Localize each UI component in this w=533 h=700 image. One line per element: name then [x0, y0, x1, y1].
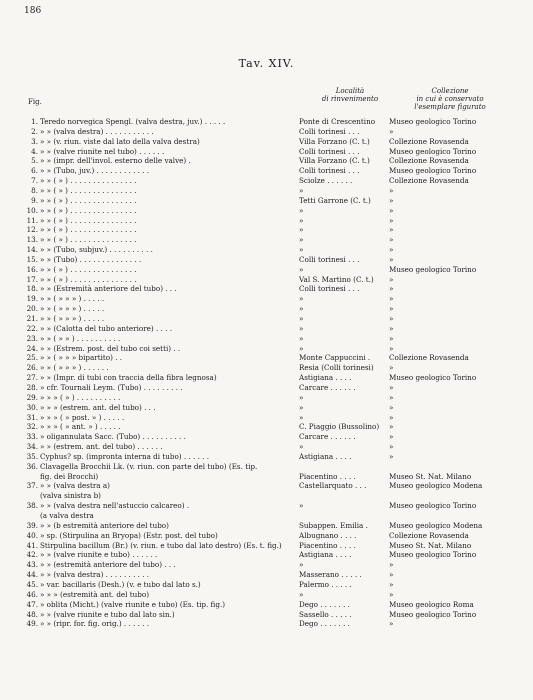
collection: » — [389, 392, 394, 402]
fig-number: 27. — [26, 373, 38, 383]
description: » » ( » ) . . . . . . . . . . . . . . . — [40, 235, 137, 245]
description: Teredo norvegica Spengl. (valva destra, juv.) . . . . . — [40, 117, 226, 126]
location: Val S. Martino (C. t.) — [299, 274, 374, 284]
location: Dego . . . . . . . — [299, 619, 350, 629]
collection: » — [389, 284, 394, 294]
description: » » (Tubo, juv.) . . . . . . . . . . . . — [40, 166, 150, 176]
collection: » — [389, 343, 394, 353]
fig-number: 49. — [26, 619, 38, 629]
collection: » — [389, 382, 394, 392]
collection: Collezione Rovasenda — [389, 136, 469, 146]
location: Villa Forzano (C. t.) — [299, 156, 370, 166]
fig-number: 20. — [26, 304, 38, 314]
location: » — [299, 501, 304, 511]
table-row — [0, 453, 533, 461]
table-row — [0, 285, 533, 293]
table-row — [0, 532, 533, 540]
table-row — [0, 591, 533, 599]
collection: » — [389, 363, 394, 373]
collection: Museo geologico Torino — [389, 146, 477, 156]
location: Subappen. Emilia . — [299, 520, 368, 530]
location: Sassello . . . . . — [299, 609, 352, 619]
table-row — [0, 207, 533, 215]
collection: Museo geologico Modena — [389, 481, 483, 491]
collection: » — [389, 185, 394, 195]
collection: Collezione Rovasenda — [389, 176, 469, 186]
location: Palermo . . . . . — [299, 579, 352, 589]
table-row — [0, 433, 533, 441]
collection: » — [389, 432, 394, 442]
location: Carcare . . . . . . — [299, 432, 356, 442]
description: » » ( » ) . . . . . . . . . . . . . . . — [40, 195, 137, 205]
table-row — [0, 551, 533, 559]
location: » — [299, 333, 304, 343]
location: » — [299, 245, 304, 255]
fig-number: 28. — [26, 382, 38, 392]
location: » — [299, 264, 304, 274]
collection: Museo geologico Torino — [389, 166, 477, 176]
description: » » (valve riunite nel tubo) . . . . . . — [40, 146, 165, 156]
description: » » (valva destra) . . . . . . . . . . — [40, 570, 150, 580]
location: Piacentino . . . . — [299, 540, 356, 550]
table-row — [0, 522, 533, 530]
description: » » » ( » ant. » ) . . . . . — [40, 422, 121, 432]
description: » » (valve riunite e tubo) . . . . . . — [40, 550, 158, 560]
location: » — [299, 412, 304, 422]
description: » » (estrem. ant. del tubo) . . . . . . — [40, 442, 163, 452]
table-row — [0, 187, 533, 195]
location: » — [299, 225, 304, 235]
location: » — [299, 314, 304, 323]
collection: » — [389, 245, 394, 255]
location: » — [299, 215, 304, 225]
collection: Collezione Rovasenda — [389, 156, 469, 166]
location: » — [299, 560, 304, 570]
table-row — [0, 138, 533, 146]
description: fig. dei Brocchi) — [40, 471, 99, 481]
table-row — [0, 384, 533, 392]
location-header-line2: di rinvenimento — [321, 95, 379, 103]
table-row — [0, 167, 533, 175]
collection: » — [389, 412, 394, 422]
table-row — [0, 128, 533, 136]
description: » » (Estremità anteriore del tubo) . . . — [40, 284, 177, 294]
fig-number: 37. — [26, 481, 38, 491]
description: » » ( » ) . . . . . . . . . . . . . . . — [40, 205, 137, 215]
fig-number: 26. — [26, 363, 38, 373]
fig-number: 7. — [31, 176, 38, 186]
location: » — [299, 235, 304, 245]
location: Albugnano . . . . — [299, 530, 357, 540]
location: » — [299, 402, 304, 412]
description: Stirpulina bacillum (Br.) (v. riun. e tubo dal lato destro) (Es. t. fig.) — [40, 540, 282, 550]
fig-number: 47. — [26, 599, 38, 609]
location: Colli torinesi . . . — [299, 146, 360, 156]
location: Astigiana . . . . — [299, 373, 352, 383]
collection: » — [389, 235, 394, 245]
fig-number: 19. — [26, 294, 38, 304]
collection: » — [389, 126, 394, 136]
table-row — [0, 157, 533, 165]
table-row — [0, 414, 533, 422]
description: » » (Tubo) . . . . . . . . . . . . . . — [40, 254, 142, 264]
description: » » ( » ) . . . . . . . . . . . . . . . — [40, 264, 137, 274]
location: » — [299, 343, 304, 353]
fig-number: 16. — [26, 264, 38, 274]
table-row — [0, 492, 533, 500]
table-row — [0, 246, 533, 254]
collection: Collezione Rovasenda — [389, 530, 469, 540]
location: » — [299, 205, 304, 215]
table-row — [0, 601, 533, 609]
description: » » ( » ) . . . . . . . . . . . . . . . — [40, 274, 137, 284]
table-row — [0, 256, 533, 264]
table-row — [0, 177, 533, 185]
fig-number: 29. — [26, 392, 38, 402]
location: Ponte di Crescentino — [299, 117, 376, 126]
fig-number: 32. — [26, 422, 38, 432]
description: » oligannulata Sacc. (Tubo) . . . . . . . . . . — [40, 432, 186, 442]
collection-header-line2: in cui è conservato — [416, 95, 484, 103]
fig-number: 24. — [26, 343, 38, 353]
table-row — [0, 305, 533, 313]
description: » » (Impr. di tubi con traccia della fibra legnosa) — [40, 373, 217, 383]
fig-number: 4. — [31, 146, 38, 156]
description: » » ( » ) . . . . . . . . . . . . . . . — [40, 225, 137, 235]
description: » » (estremità anteriore del tubo) . . . — [40, 560, 176, 570]
collection: » — [389, 225, 394, 235]
description: » » ( » » » ) . . . . . — [40, 314, 105, 323]
collection: » — [389, 570, 394, 580]
location: Carcare . . . . . . — [299, 382, 356, 392]
fig-number: 36. — [26, 461, 38, 471]
collection: Collezione Rovasenda — [389, 353, 469, 363]
fig-number: 42. — [26, 550, 38, 560]
table-row — [0, 148, 533, 156]
description: » » ( » ) . . . . . . . . . . . . . . . — [40, 185, 137, 195]
description: » » (Estrem. post. del tubo coi setti) . . — [40, 343, 181, 353]
collection: Museo geologico Torino — [389, 501, 477, 511]
table-row — [0, 542, 533, 550]
collection: » — [389, 195, 394, 205]
fig-number: 38. — [26, 501, 38, 511]
collection: » — [389, 274, 394, 284]
description: » » (impr. dell'invol. esterno delle valve) . — [40, 156, 191, 166]
table-row — [0, 482, 533, 490]
table-row — [0, 611, 533, 619]
location-header-line1: Località — [335, 87, 365, 95]
description: » » ( » » » bipartito) . . — [40, 353, 123, 363]
table-row — [0, 571, 533, 579]
fig-number: 43. — [26, 560, 38, 570]
description: » » » ( » post. » ) . . . . . — [40, 412, 125, 422]
description: » » ( » ) . . . . . . . . . . . . . . . — [40, 215, 137, 225]
location: Monte Cappuccini . — [299, 353, 371, 363]
table-row — [0, 473, 533, 481]
table-row — [0, 217, 533, 225]
collection: » — [389, 314, 394, 323]
collection: » — [389, 619, 394, 629]
plate-title: Tav. XIV. — [238, 57, 295, 70]
description: » » (valva destra a) — [40, 481, 110, 491]
fig-number: 2. — [31, 126, 38, 136]
description: Cyphus? sp. (impronta interna di tubo) . . . . . . — [40, 451, 210, 461]
description: » » » (estremità ant. del tubo) — [40, 589, 150, 599]
fig-number: 12. — [26, 225, 38, 235]
description: » » ( » ) . . . . . . . . . . . . . . . — [40, 176, 137, 186]
collection: » — [389, 294, 394, 304]
fig-number: 1. — [31, 117, 38, 126]
fig-number: 6. — [31, 166, 38, 176]
fig-number: 45. — [26, 579, 38, 589]
description: » » ( » » ) . . . . . . . . . . — [40, 333, 121, 343]
fig-number: 41. — [26, 540, 38, 550]
location: » — [299, 589, 304, 599]
table-row — [0, 236, 533, 244]
collection: » — [389, 422, 394, 432]
description: » » » ( » ) . . . . . . . . . . — [40, 392, 121, 402]
fig-number: 3. — [31, 136, 38, 146]
collection: Museo St. Nat. Milano — [389, 471, 472, 481]
location: » — [299, 304, 304, 314]
fig-number: 9. — [31, 195, 38, 205]
table-row — [0, 374, 533, 382]
fig-number: 40. — [26, 530, 38, 540]
location: Resia (Colli torinesi) — [299, 363, 374, 373]
fig-number: 23. — [26, 333, 38, 343]
table-row — [0, 335, 533, 343]
table-row — [0, 463, 533, 471]
collection: » — [389, 323, 394, 333]
description: » oblita (Micht.) (valve riunite e tubo) (Es. tip. fig.) — [40, 599, 226, 609]
description: » » » (estrem. ant. del tubo) . . . — [40, 402, 156, 412]
description: » » (Tubo, subjuv.) . . . . . . . . . . — [40, 245, 153, 255]
collection: Museo geologico Modena — [389, 520, 483, 530]
fig-number: 17. — [26, 274, 38, 284]
collection: » — [389, 254, 394, 264]
collection: Museo geologico Roma — [389, 599, 474, 609]
collection: » — [389, 579, 394, 589]
description: » var. bacillaris (Desh.) (v. e tubo dal lato s.) — [40, 579, 201, 589]
description: » » ( » » » ) . . . . . — [40, 294, 105, 304]
location-header — [300, 87, 400, 103]
fig-number: 25. — [26, 353, 38, 363]
table-row — [0, 423, 533, 431]
table-row — [0, 276, 533, 284]
location: C. Piaggio (Bussolino) — [299, 422, 380, 432]
collection: » — [389, 205, 394, 215]
collection: Museo St. Nat. Milano — [389, 540, 472, 550]
fig-number: 13. — [26, 235, 38, 245]
location: Colli torinesi . . . — [299, 284, 360, 294]
description: » sp. (Stirpulina an Bryopa) (Estr. post. del tubo) — [40, 530, 218, 540]
page-number: 186 — [24, 6, 42, 16]
location: Villa Forzano (C. t.) — [299, 136, 370, 146]
description: (valva sinistra b) — [40, 491, 101, 501]
description: Clavagella Brocchii Lk. (v. riun. con parte del tubo) (Es. tip. — [40, 461, 258, 471]
fig-number: 21. — [26, 314, 38, 323]
collection-header-line3: l'esemplare figurato — [414, 103, 486, 111]
collection: Museo geologico Torino — [389, 373, 477, 383]
collection: » — [389, 560, 394, 570]
description: » » (valva destra) . . . . . . . . . . . — [40, 126, 154, 136]
fig-number: 48. — [26, 609, 38, 619]
location: Colli torinesi . . . — [299, 254, 360, 264]
fig-number: 10. — [26, 205, 38, 215]
table-row — [0, 364, 533, 372]
fig-number: 31. — [26, 412, 38, 422]
collection: » — [389, 589, 394, 599]
fig-number: 18. — [26, 284, 38, 294]
location: Dego . . . . . . . — [299, 599, 350, 609]
collection: » — [389, 215, 394, 225]
fig-number: 15. — [26, 254, 38, 264]
description: » » ( » » » ) . . . . . . — [40, 363, 109, 373]
location: Colli torinesi . . . — [299, 126, 360, 136]
fig-number: 39. — [26, 520, 38, 530]
collection: Museo geologico Torino — [389, 609, 477, 619]
table-row — [0, 512, 533, 520]
location: Astigiana . . . . — [299, 550, 352, 560]
location: » — [299, 442, 304, 452]
description: » cfr. Tournali Leym. (Tubo) . . . . . . . . . — [40, 382, 183, 392]
collection: Museo geologico Torino — [389, 117, 477, 126]
description: (a valva destra — [40, 511, 94, 520]
description: » » (ripr. for. fig. orig.) . . . . . . — [40, 619, 150, 629]
location: Piacentino . . . . — [299, 471, 356, 481]
fig-number: 22. — [26, 323, 38, 333]
location: Sciolze . . . . . . — [299, 176, 353, 186]
location: Masserano . . . . . — [299, 570, 362, 580]
fig-number: 11. — [26, 215, 38, 225]
table-row — [0, 404, 533, 412]
table-row — [0, 345, 533, 353]
fig-number: 34. — [26, 442, 38, 452]
collection-header-line1: Collezione — [431, 87, 469, 95]
fig-header: Fig. — [28, 98, 42, 106]
collection: Museo geologico Torino — [389, 550, 477, 560]
collection: » — [389, 304, 394, 314]
collection: » — [389, 442, 394, 452]
collection-header — [390, 87, 510, 111]
table-row — [0, 561, 533, 569]
collection: » — [389, 333, 394, 343]
table-row — [0, 502, 533, 510]
fig-number: 30. — [26, 402, 38, 412]
table-row — [0, 226, 533, 234]
fig-number: 46. — [26, 589, 38, 599]
table-row — [0, 266, 533, 274]
table-row — [0, 118, 533, 126]
table-row — [0, 325, 533, 333]
table-row — [0, 581, 533, 589]
description: » » (b estremità anteriore del tubo) — [40, 520, 169, 530]
location: » — [299, 185, 304, 195]
location: Astigiana . . . . — [299, 451, 352, 461]
table-row — [0, 443, 533, 451]
collection: » — [389, 402, 394, 412]
fig-number: 33. — [26, 432, 38, 442]
location: » — [299, 392, 304, 402]
table-row — [0, 620, 533, 628]
description: » » (valva destra nell'astuccio calcareo) . — [40, 501, 190, 511]
description: » » ( » » » ) . . . . . — [40, 304, 105, 314]
fig-number: 14. — [26, 245, 38, 255]
table-row — [0, 315, 533, 323]
table-row — [0, 394, 533, 402]
collection: Museo geologico Torino — [389, 264, 477, 274]
fig-number: 5. — [31, 156, 38, 166]
table-row — [0, 295, 533, 303]
location: Castellarquato . . . — [299, 481, 367, 491]
location: Colli torinesi . . . — [299, 166, 360, 176]
location: Tetti Garrone (C. t.) — [299, 195, 371, 205]
fig-number: 35. — [26, 451, 38, 461]
collection: » — [389, 451, 394, 461]
description: » » (v. riun. viste dal lato della valva destra) — [40, 136, 200, 146]
description: » » (Calotta del tubo anteriore) . . . . — [40, 323, 172, 333]
fig-number: 8. — [31, 185, 38, 195]
location: » — [299, 294, 304, 304]
table-row — [0, 197, 533, 205]
location: » — [299, 323, 304, 333]
table-row — [0, 354, 533, 362]
fig-number: 44. — [26, 570, 38, 580]
description: » » (valve riunite e tubo dal lato sin.) — [40, 609, 175, 619]
